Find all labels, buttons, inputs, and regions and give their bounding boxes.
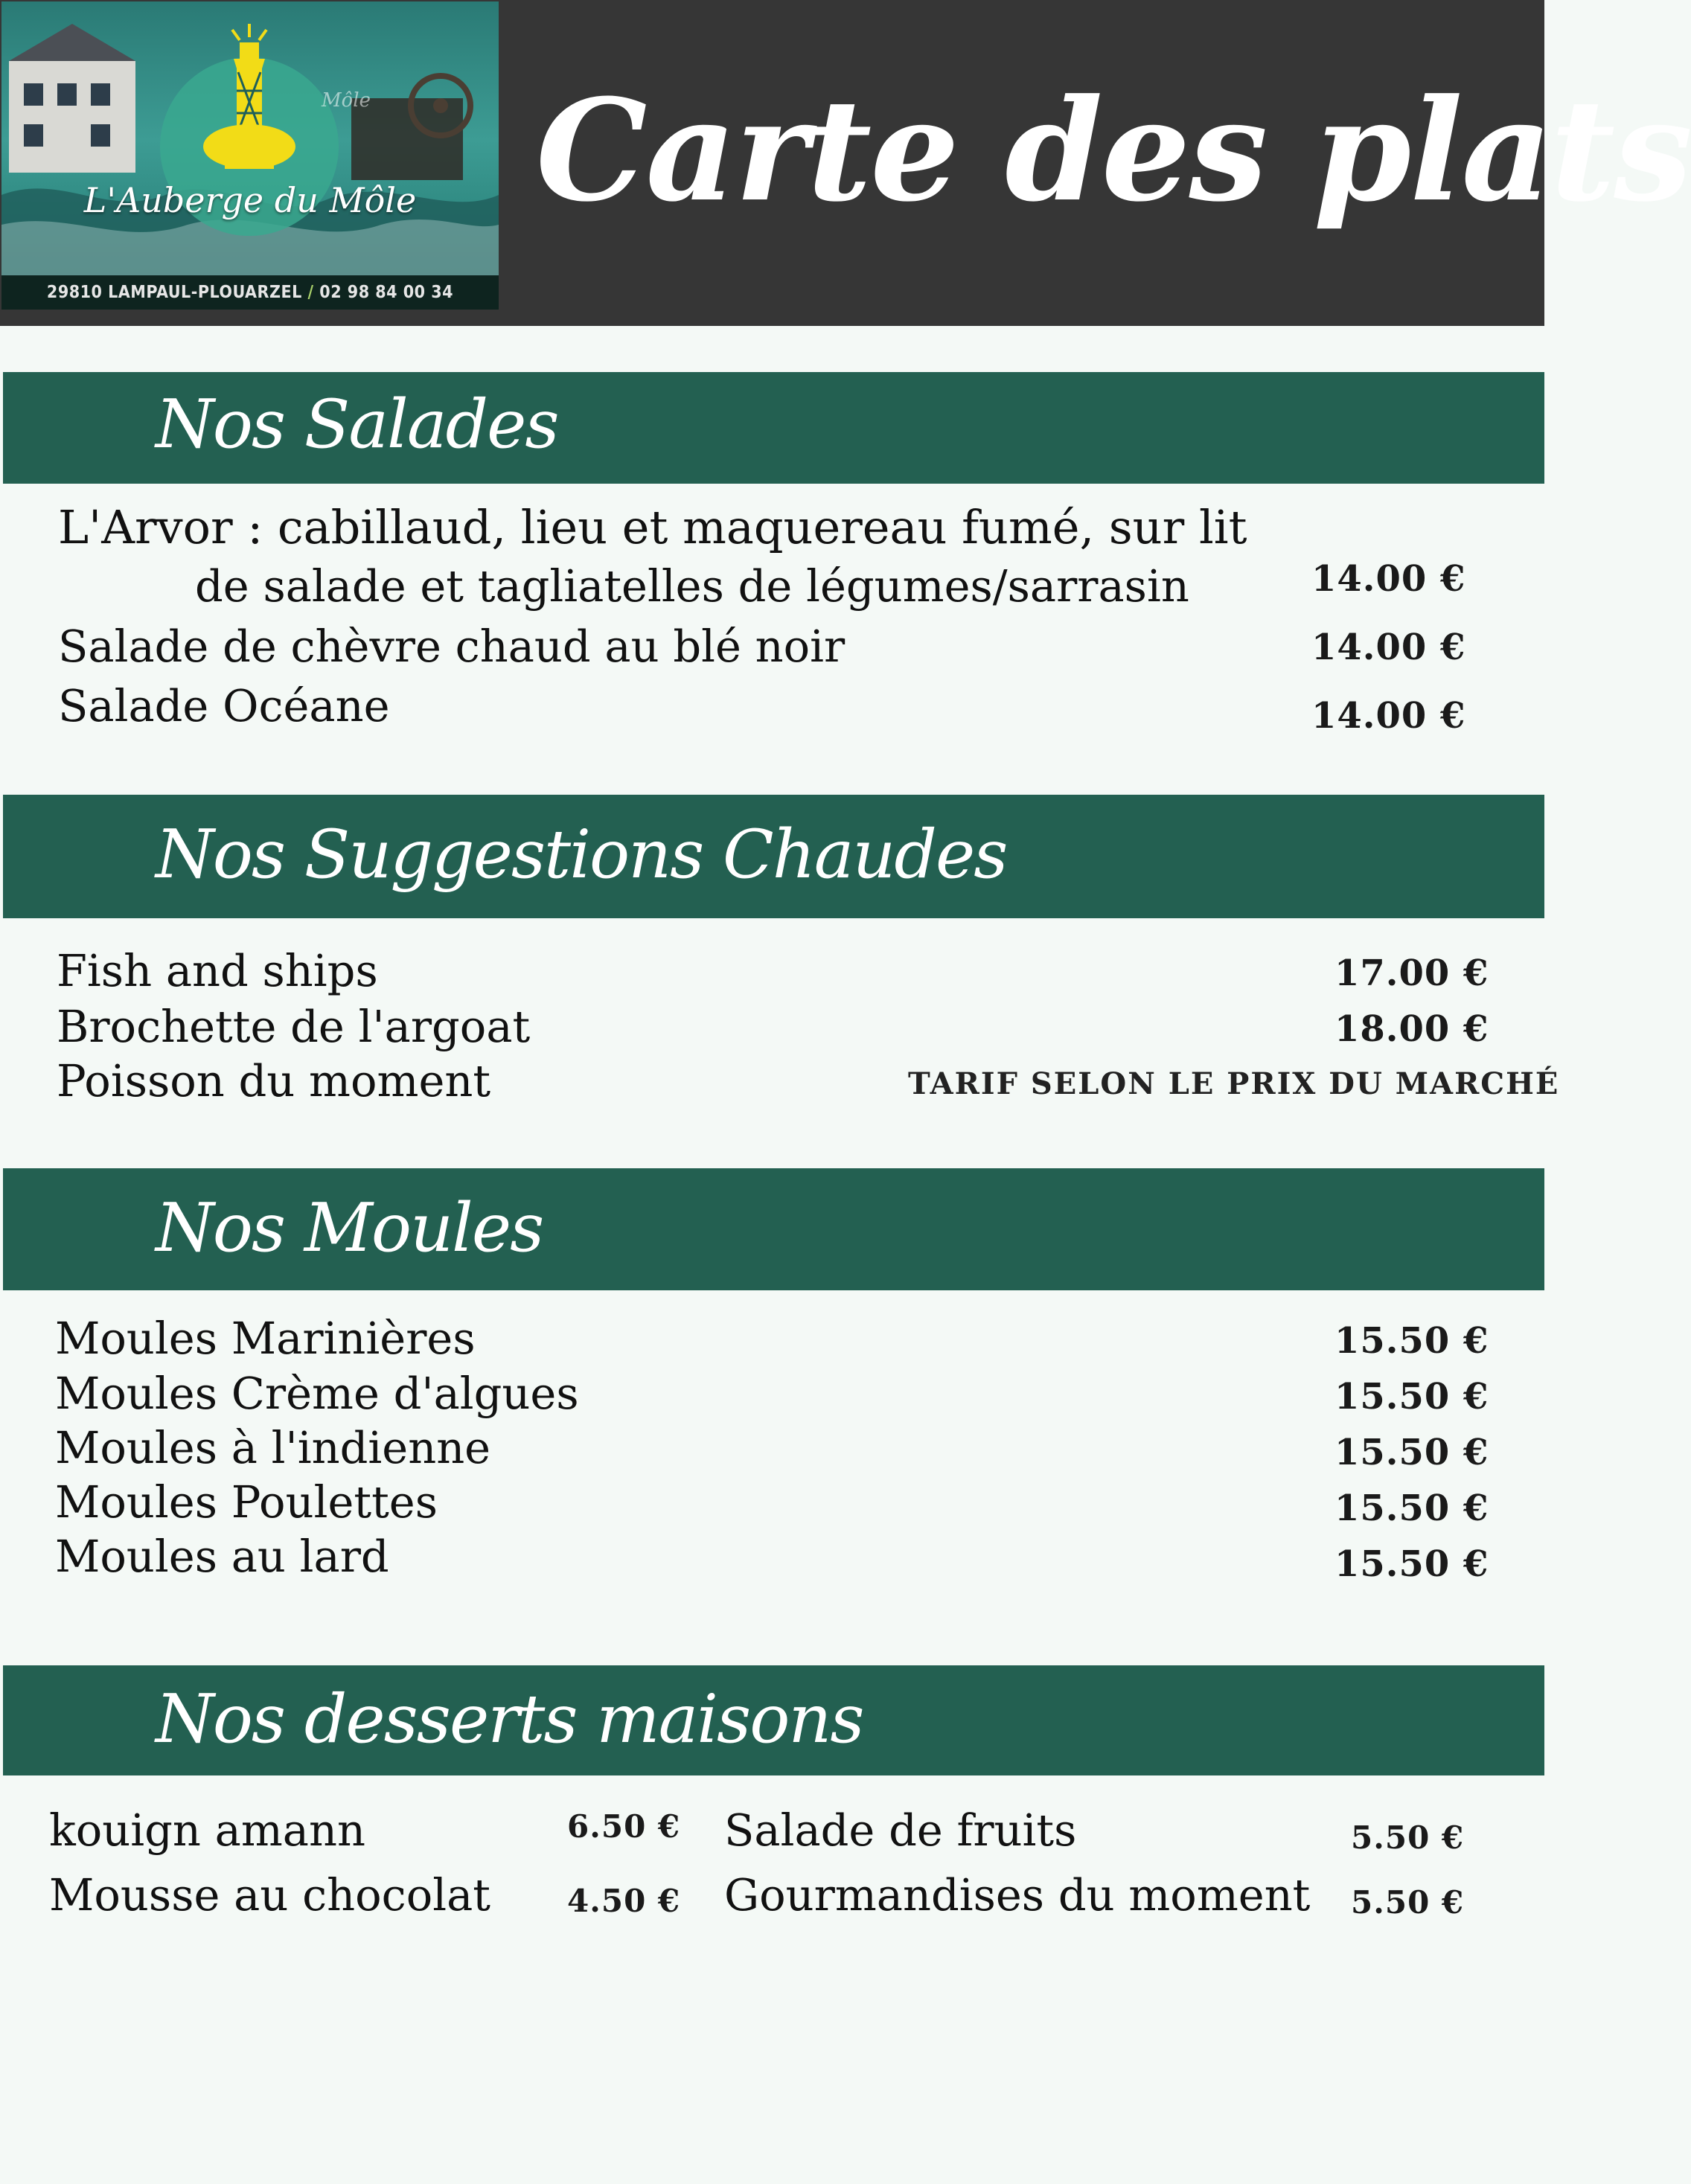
section-header-salades: [3, 372, 1544, 484]
menu-item-moules-poulettes: Moules Poulettes: [55, 1476, 438, 1528]
menu-item-poisson-du-moment: Poisson du moment: [57, 1055, 491, 1107]
address: 29810 LAMPAUL-PLOUARZEL: [46, 283, 302, 302]
menu-item-moules-au-lard: Moules au lard: [55, 1531, 389, 1582]
menu-item-salade-oceane: Salade Océane: [58, 680, 390, 731]
menu-item-salade-chevre: Salade de chèvre chaud au blé noir: [58, 621, 846, 672]
section-title-desserts: Nos desserts maisons: [156, 1680, 863, 1758]
menu-item-kouign-amann: kouign amann: [49, 1804, 365, 1856]
logo-sign-text: Môle: [322, 89, 371, 112]
section-title-salades: Nos Salades: [156, 385, 558, 464]
phone-number: 02 98 84 00 34: [319, 283, 454, 302]
logo-contact-bar: [1, 275, 499, 310]
price-gourmandises: 5.50 €: [1351, 1884, 1465, 1921]
menu-item-moules-indienne: Moules à l'indienne: [55, 1422, 491, 1473]
price-salade-oceane: 14.00 €: [1311, 695, 1466, 737]
menu-item-fish-and-ships: Fish and ships: [57, 945, 378, 996]
menu-item-moules-marinieres: Moules Marinières: [55, 1313, 476, 1364]
menu-item-moules-creme-algues: Moules Crème d'algues: [55, 1368, 579, 1419]
header: [0, 0, 1691, 326]
price-moules-poulettes: 15.50 €: [1334, 1488, 1489, 1529]
price-brochette-argoat: 18.00 €: [1334, 1008, 1489, 1050]
menu-item-salade-fruits: Salade de fruits: [724, 1804, 1077, 1856]
address-separator: /: [307, 283, 314, 302]
menu-item-arvor-line1: L'Arvor : cabillaud, lieu et maquereau fumé, sur lit: [58, 500, 1247, 554]
price-moules-marinieres: 15.50 €: [1334, 1320, 1489, 1362]
restaurant-logo: [1, 1, 499, 310]
logo-restaurant-name: L'Auberge du Môle: [83, 180, 417, 220]
price-kouign-amann: 6.50 €: [567, 1808, 681, 1845]
section-title-suggestions: Nos Suggestions Chaudes: [156, 816, 1007, 894]
price-salade-fruits: 5.50 €: [1351, 1819, 1465, 1856]
price-moules-indienne: 15.50 €: [1334, 1432, 1489, 1473]
page-title: Carte des plats: [536, 68, 1691, 233]
menu-item-brochette-argoat: Brochette de l'argoat: [57, 1001, 531, 1052]
section-header-moules: [3, 1168, 1544, 1290]
price-arvor: 14.00 €: [1311, 558, 1466, 600]
section-header-suggestions: [3, 795, 1544, 918]
price-moules-creme-algues: 15.50 €: [1334, 1376, 1489, 1418]
section-header-desserts: [3, 1665, 1544, 1775]
lighthouse-logo-graphic: [1, 1, 499, 310]
menu-item-gourmandises: Gourmandises du moment: [724, 1869, 1311, 1921]
section-title-moules: Nos Moules: [156, 1189, 543, 1267]
price-mousse-chocolat: 4.50 €: [567, 1883, 681, 1919]
menu-item-mousse-chocolat: Mousse au chocolat: [49, 1869, 490, 1921]
price-salade-chevre: 14.00 €: [1311, 627, 1466, 668]
menu-item-arvor-line2: de salade et tagliatelles de légumes/sarrasin: [195, 560, 1189, 612]
price-moules-au-lard: 15.50 €: [1334, 1543, 1489, 1585]
price-fish-and-ships: 17.00 €: [1334, 952, 1489, 994]
price-poisson-du-moment: TARIF SELON LE PRIX DU MARCHÉ: [908, 1066, 1560, 1101]
